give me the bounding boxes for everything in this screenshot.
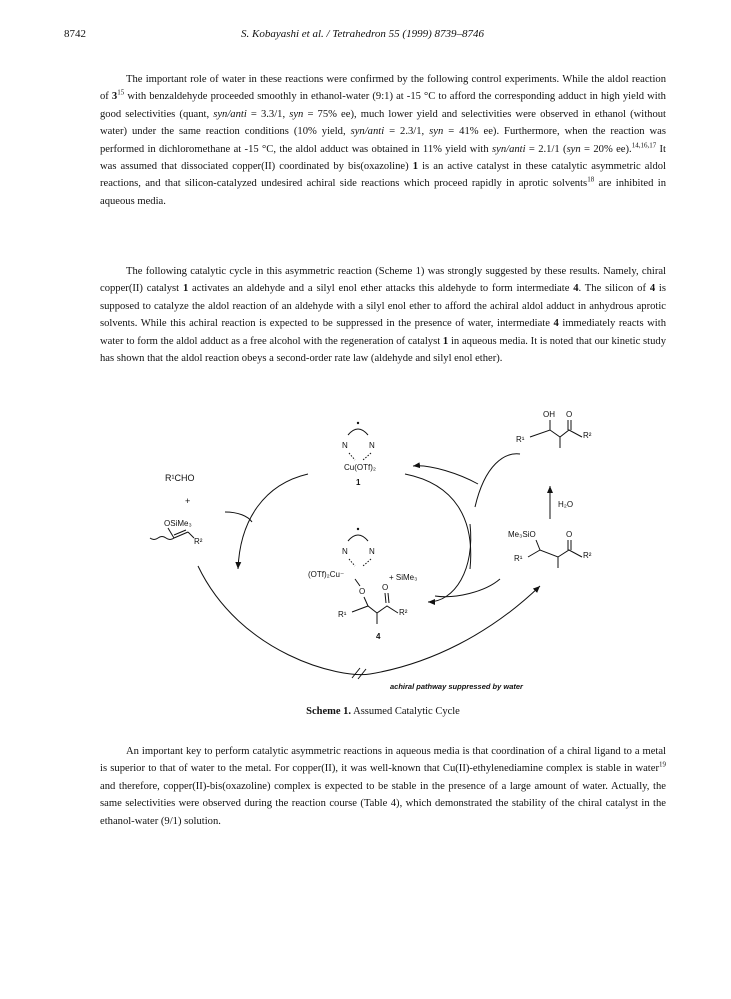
text-run: The following catalytic cycle in this asymmetric reaction (Scheme 1) was strongly suggested by these results. Namely, chiral copper(II) catalyst bbox=[100, 266, 666, 295]
silyl-chain bbox=[528, 550, 582, 557]
text-run: = 2.1/1 ( bbox=[525, 143, 567, 155]
text-run: syn bbox=[289, 108, 304, 120]
page-number: 8742 bbox=[64, 28, 86, 40]
text-run: syn/anti bbox=[213, 108, 247, 120]
paragraph-aqueous-coordination bbox=[100, 743, 666, 830]
silyl-bond-o bbox=[536, 540, 540, 550]
catalyst-ligand-stereocenter bbox=[357, 422, 359, 424]
catalyst-bond-left bbox=[349, 453, 355, 460]
page-header bbox=[64, 28, 661, 44]
product-r2-label: R² bbox=[583, 431, 592, 440]
int-r1-label: R¹ bbox=[338, 610, 347, 619]
text-run: activates an aldehyde and a silyl enol ether attacks this aldehyde to form intermediate bbox=[188, 283, 574, 295]
text-run: = 2.3/1, bbox=[384, 126, 430, 138]
silyl-r2-label: R² bbox=[583, 551, 592, 560]
text-run: = 75% ee), much lower yield and selectivities were observed in ethanol (without water) under the same reaction conditions (10% yield, bbox=[100, 108, 666, 138]
catalyst-n-left: N bbox=[342, 441, 348, 450]
catalyst-number: 1 bbox=[356, 478, 361, 487]
text-run: The important role of water in these reactions were confirmed by the following control experiments. While the aldol reaction of bbox=[100, 74, 666, 103]
cycle-arrow-right-top bbox=[405, 474, 471, 569]
int-chain bbox=[352, 606, 398, 613]
paragraph-water-role bbox=[100, 71, 666, 210]
int-co-a bbox=[385, 593, 386, 603]
achiral-note: achiral pathway suppressed by water bbox=[390, 682, 523, 691]
caption-label: Scheme 1. bbox=[306, 706, 352, 717]
cycle-arrow-out bbox=[435, 579, 500, 597]
int-n-right: N bbox=[369, 547, 375, 556]
text-run: = 20% ee). bbox=[580, 143, 632, 155]
achiral-pathway-arrow bbox=[198, 566, 540, 675]
caption-text: Assumed Catalytic Cycle bbox=[351, 706, 460, 717]
text-run: syn bbox=[566, 143, 581, 155]
product-chain bbox=[530, 430, 582, 437]
cycle-arrow-return bbox=[413, 466, 478, 484]
text-run: and therefore, copper(II)-bis(oxazoline) complex is expected to be stable in the presence of a large amount of water. Actually, the same selectivities were observed during the reaction course (Table 4), which demonstrated the stability of the chiral catalyst in the ethanol-water (9/1) solution. bbox=[100, 780, 666, 827]
reference-superscript: 18 bbox=[587, 175, 595, 184]
int-number: 4 bbox=[376, 632, 381, 641]
scheme-caption bbox=[100, 706, 666, 717]
enol-wavy-bond bbox=[150, 537, 174, 540]
blocked-mark-a bbox=[352, 668, 360, 678]
reference-superscript: 14,16,17 bbox=[631, 141, 657, 150]
enol-double-bond-b bbox=[174, 530, 186, 535]
text-run: are inhibited in aqueous media. bbox=[100, 178, 667, 207]
text-run: with benzaldehyde proceeded smoothly in ethanol-water (9:1) at -15 °C to afford the corresponding adduct in high yield with good selectivities (quant, bbox=[100, 91, 666, 120]
aldehyde-label: R¹CHO bbox=[165, 473, 195, 483]
int-ligand-arc bbox=[348, 535, 368, 541]
blocked-mark-b bbox=[358, 669, 366, 679]
catalyst-bond-right bbox=[363, 453, 371, 460]
enol-double-bond-a bbox=[174, 532, 188, 538]
int-cu-label: (OTf)₂Cu⁻ bbox=[308, 570, 345, 579]
text-run: = 41% ee). Furthermore, when the reaction was performed in dichloromethane at -15 °C, the aldol adduct was obtained in 11% yield with bbox=[100, 126, 666, 155]
cycle-arrow-left bbox=[238, 474, 308, 569]
compound-number: 4 bbox=[573, 283, 579, 295]
int-ligand-stereocenter bbox=[357, 528, 359, 530]
text-run: in aqueous media. It is noted that our kinetic study has shown that the aldol reaction obeys a second-order rate law (aldehyde and silyl enol ether). bbox=[100, 335, 666, 365]
scheme-1-catalytic-cycle bbox=[130, 404, 610, 694]
cycle-arrow-reactant-feed bbox=[225, 512, 252, 522]
enol-bond-o bbox=[168, 528, 174, 538]
compound-number: 1 bbox=[442, 335, 449, 347]
int-r2-label: R² bbox=[399, 608, 408, 617]
int-bond-right bbox=[363, 559, 371, 566]
catalyst-n-right: N bbox=[369, 441, 375, 450]
int-n-left: N bbox=[342, 547, 348, 556]
catalyst-ligand-arc bbox=[348, 429, 368, 435]
enol-osime3-label: OSiMe₃ bbox=[164, 519, 192, 528]
compound-number: 1 bbox=[182, 283, 189, 295]
plus-sign: + bbox=[185, 496, 191, 506]
text-run: immediately reacts with water to form the aldol adduct as a free alcohol with the regeneration of catalyst bbox=[100, 318, 666, 347]
text-run: syn/anti bbox=[350, 126, 385, 138]
compound-number: 3 bbox=[111, 91, 118, 103]
text-run: . The silicon of bbox=[578, 283, 650, 295]
enol-r2-label: R² bbox=[194, 537, 203, 546]
text-run: is an active catalyst in these catalytic asymmetric aldol reactions, and that silicon-catalyzed undesired achiral side reactions which proceed rapidly in aprotic solvents bbox=[100, 161, 666, 190]
silyl-o-label: O bbox=[566, 530, 573, 539]
text-run: syn bbox=[429, 126, 444, 138]
int-bond-left bbox=[349, 559, 355, 566]
reference-superscript: 15 bbox=[117, 88, 125, 97]
product-oh-label: OH bbox=[543, 410, 555, 419]
text-run: = 3.3/1, bbox=[246, 108, 290, 120]
text-run: is supposed to catalyze the aldol reaction of an aldehyde with a silyl enol ether to afford the achiral aldol adduct in anhydrous aprotic solvents. While this achiral reaction is expected to be suppressed in the presence of water, intermediate bbox=[100, 283, 666, 330]
text-run: An important key to perform catalytic asymmetric reactions in aqueous media is that coordination of a chiral ligand to a metal is superior to that of water to the metal. For copper(II), it was well-known that Cu(II)-ethylenediamine complex is stable in water bbox=[100, 746, 666, 775]
water-label: H₂O bbox=[558, 500, 574, 509]
silyl-r1-label: R¹ bbox=[514, 554, 523, 563]
cycle-arrow-to-silyl bbox=[428, 524, 471, 602]
text-run: It was assumed that dissociated copper(II) coordinated by bis(oxazoline) bbox=[100, 143, 667, 173]
cycle-arrow-regeneration bbox=[475, 454, 520, 507]
scheme-drawing bbox=[130, 404, 610, 694]
paragraph-catalytic-cycle bbox=[100, 263, 666, 367]
product-r1-label: R¹ bbox=[516, 435, 525, 444]
int-co-b bbox=[388, 593, 389, 603]
compound-number: 4 bbox=[649, 283, 656, 295]
int-bond-cu-o bbox=[355, 579, 360, 586]
text-run: syn/anti bbox=[492, 143, 526, 155]
silyl-me3sio-label: Me₃SiO bbox=[508, 530, 536, 539]
int-o-label: O bbox=[359, 587, 366, 596]
catalyst-cu-label: Cu(OTf)₂ bbox=[344, 463, 376, 472]
int-o2-label: O bbox=[382, 583, 389, 592]
compound-number: 1 bbox=[412, 161, 419, 173]
int-osime3-label: + SiMe₃ bbox=[389, 573, 418, 582]
product-o-label: O bbox=[566, 410, 573, 419]
reference-superscript: 19 bbox=[659, 760, 666, 769]
running-title: S. Kobayashi et al. / Tetrahedron 55 (1999) 8739–8746 bbox=[240, 28, 484, 40]
int-bond-o-c bbox=[364, 597, 368, 606]
compound-number: 4 bbox=[553, 318, 559, 330]
